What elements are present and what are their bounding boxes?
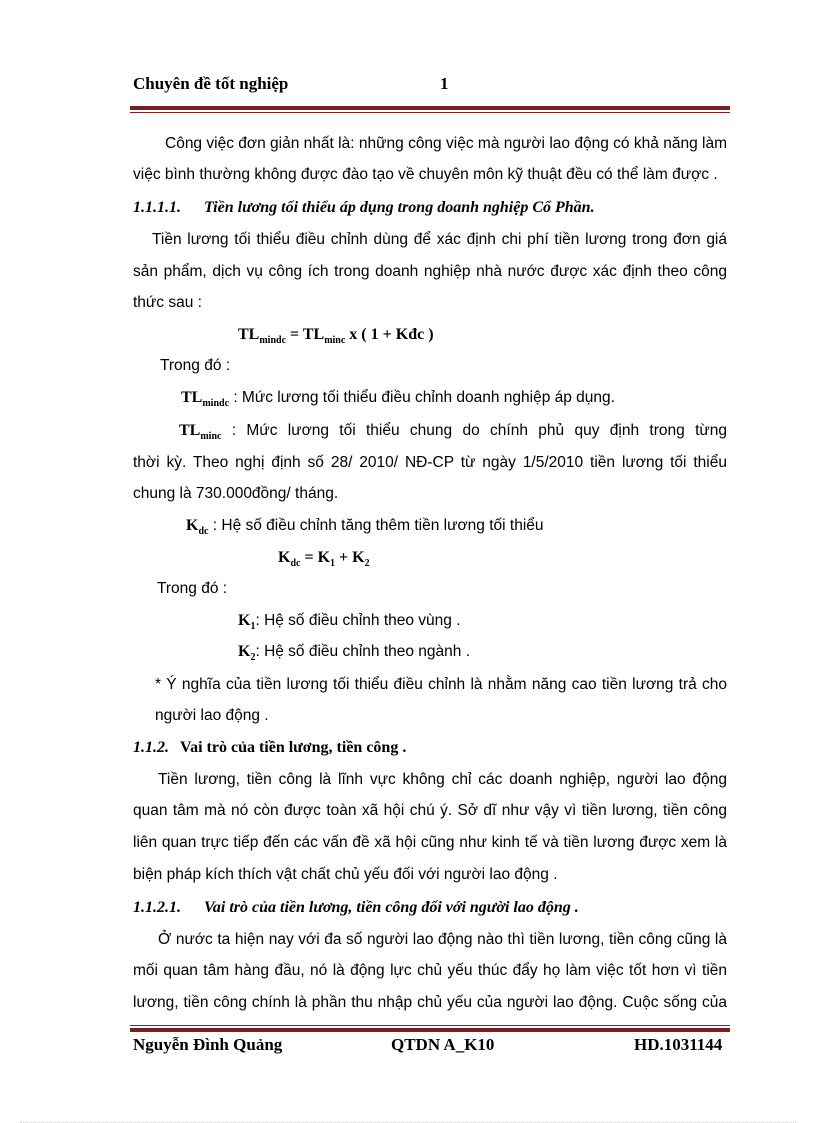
text-line: Trong đó : — [160, 357, 231, 374]
text-line: Trong đó : — [157, 580, 228, 597]
heading-number: 1.1.1.1. — [133, 199, 181, 216]
definition-line: $TL_{mindc}$ : Mức lương tối thiểu điều chỉnh doanh nghiệp áp dụng. — [181, 389, 615, 409]
definition-line: $TL_{minc}$ : Mức lương tối thiểu chung do chính phủ quy định trong từng — [179, 422, 727, 442]
footer-class: QTDN A_K10 — [391, 1035, 495, 1054]
page-number: 1 — [440, 74, 449, 93]
text-line: thức sau : — [133, 294, 202, 311]
section-heading — [133, 899, 579, 917]
header-rule-thick — [130, 106, 730, 110]
text-line: sản phẩm, dịch vụ công ích trong doanh nghiệp nhà nước được xác định theo công — [133, 263, 727, 280]
section-heading — [133, 199, 595, 217]
text-line: quan tâm mà nó còn được toàn xã hội chú ý. Sở dĩ như vậy vì tiền lương, tiền công — [133, 802, 727, 819]
text-line: liên quan trực tiếp đến các vấn đề xã hội cũng như kinh tế và tiền lương được xem là — [133, 834, 727, 851]
text-line: lương, tiền công chính là phần thu nhập chủ yếu của người lao động. Cuộc sống của — [133, 994, 727, 1011]
text-line: Ở nước ta hiện nay với đa số người lao động nào thì tiền lương, tiền công cũng là — [158, 931, 727, 948]
footer-id: HD.1031144 — [634, 1035, 723, 1054]
heading-number: 1.1.2. — [133, 739, 169, 756]
text-line: thời kỳ. Theo nghị định số 28/ 2010/ NĐ-CP từ ngày 1/5/2010 tiền lương tối thiểu — [133, 454, 727, 471]
footer-rule-thick — [130, 1028, 730, 1032]
header-title: Chuyên đề tốt nghiệp — [133, 74, 289, 93]
text-line: mối quan tâm hàng đầu, nó là động lực chủ yếu thúc đẩy họ làm việc tốt hơn vì tiền — [133, 962, 727, 979]
heading-text: Vai trò của tiền lương, tiền công . — [180, 739, 407, 756]
definition-line: $K_2$: Hệ số điều chỉnh theo ngành . — [238, 643, 471, 663]
header-rule-thin — [130, 112, 730, 113]
formula-k-dc: $K_{dc} = K_1 + K_2$ — [278, 549, 370, 569]
heading-text: Vai trò của tiền lương, tiền công đối với người lao động . — [204, 899, 579, 916]
formula-min-wage: $TL_{mindc} = TL_{minc}$ x ( 1 + Kđc ) — [238, 326, 434, 346]
text-line: * Ý nghĩa của tiền lương tối thiểu điều chỉnh là nhằm năng cao tiền lương trả cho — [155, 676, 727, 693]
footer-author: Nguyễn Đình Quảng — [133, 1035, 283, 1054]
heading-text: Tiền lương tối thiểu áp dụng trong doanh nghiệp Cổ Phần. — [204, 199, 595, 216]
text-line: biện pháp kích thích vật chất chủ yếu đối với người lao động . — [133, 866, 558, 883]
footer-rule-thin — [130, 1025, 730, 1026]
text-line: người lao động . — [155, 707, 269, 724]
text-line: chung là 730.000đồng/ tháng. — [133, 485, 339, 502]
heading-number: 1.1.2.1. — [133, 899, 181, 916]
section-heading — [133, 739, 406, 757]
text-line: việc bình thường không được đào tạo về chuyên môn kỹ thuật đều có thể làm được . — [133, 166, 718, 183]
text-line: Tiền lương, tiền công là lĩnh vực không chỉ các doanh nghiệp, người lao động — [158, 771, 727, 788]
definition-line: $K_{dc}$ : Hệ số điều chỉnh tăng thêm tiền lương tối thiểu — [186, 517, 544, 537]
definition-line: $K_1$: Hệ số điều chỉnh theo vùng . — [238, 612, 461, 632]
text-line: Tiền lương tối thiểu điều chỉnh dùng để xác định chi phí tiền lương trong đơn giá — [152, 231, 727, 248]
text-line: Công việc đơn giản nhất là: những công việc mà người lao động có khả năng làm — [165, 135, 727, 152]
